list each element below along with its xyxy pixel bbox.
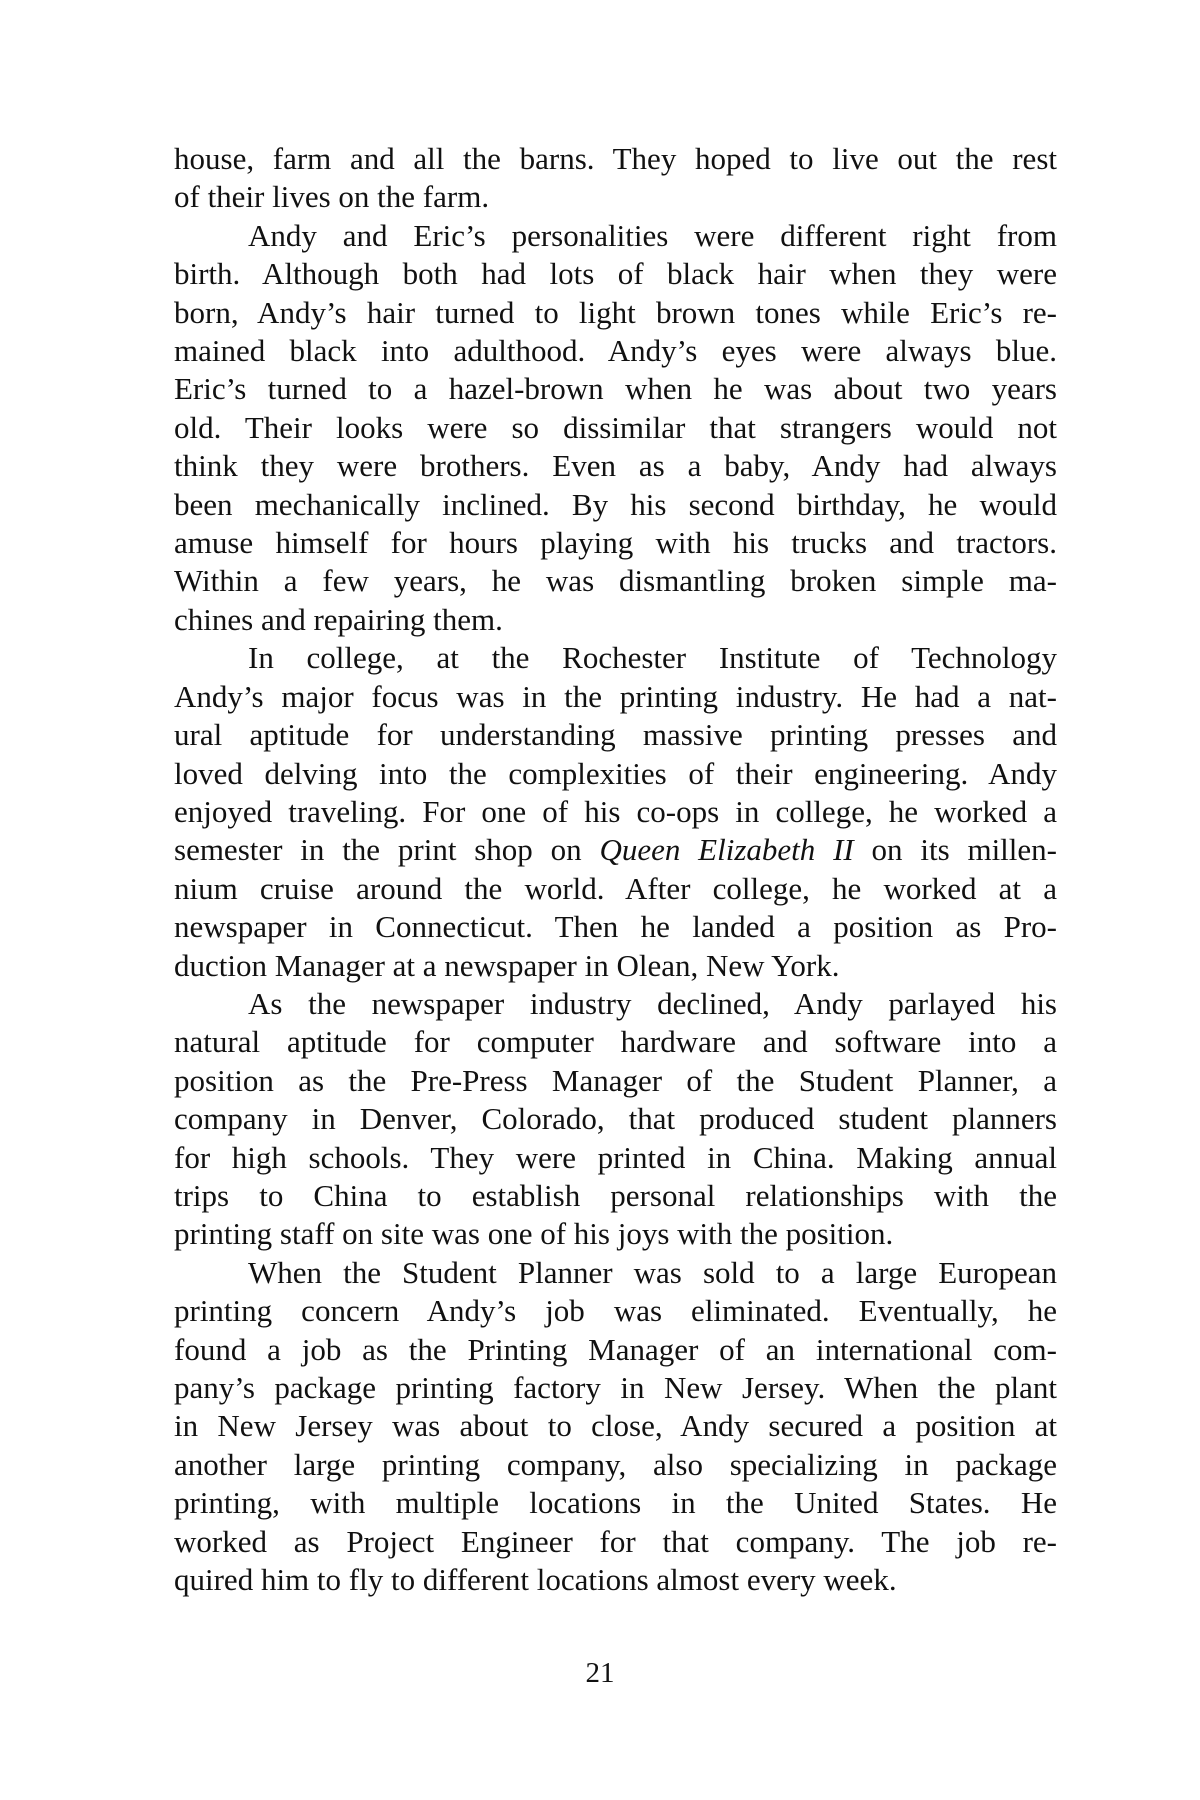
paragraph: [174, 1254, 1057, 1600]
text-line: found a job as the Printing Manager of an international com-: [174, 1331, 1057, 1367]
text-line: trips to China to establish personal relationships with the: [174, 1177, 1057, 1213]
text-line: printing staff on site was one of his joys with the position.: [174, 1216, 894, 1252]
text-line: old. Their looks were so dissimilar that strangers would not: [174, 409, 1057, 445]
text-line: born, Andy’s hair turned to light brown tones while Eric’s re-: [174, 294, 1057, 330]
text-line: position as the Pre-Press Manager of the Student Planner, a: [174, 1062, 1057, 1098]
text-line: ural aptitude for understanding massive printing presses and: [174, 717, 1057, 753]
text-line: As the newspaper industry declined, Andy parlayed his: [248, 985, 1057, 1021]
text-line: worked as Project Engineer for that company. The job re-: [174, 1523, 1057, 1559]
text-line: In college, at the Rochester Institute of Technology: [248, 640, 1057, 676]
text-line: nium cruise around the world. After college, he worked at a: [174, 870, 1057, 906]
text-line: of their lives on the farm.: [174, 179, 490, 215]
text-line: in New Jersey was about to close, Andy secured a position at: [174, 1408, 1057, 1444]
text-line: quired him to fly to different locations almost every week.: [174, 1562, 897, 1598]
text-line: duction Manager at a newspaper in Olean, New York.: [174, 947, 840, 983]
page-number: 21: [585, 1657, 615, 1689]
text-line: pany’s package printing factory in New Jersey. When the plant: [174, 1370, 1057, 1405]
text-line: another large printing company, also specializing in package: [174, 1446, 1057, 1482]
text-line: Eric’s turned to a hazel-brown when he was about two years: [174, 371, 1057, 407]
text-line: house, farm and all the barns. They hoped to live out the rest: [174, 141, 1057, 176]
text-line: been mechanically inclined. By his second birthday, he would: [174, 486, 1057, 522]
text-line: Within a few years, he was dismantling broken simple ma-: [174, 563, 1057, 599]
paragraph: [174, 140, 1057, 217]
text-line: birth. Although both had lots of black hair when they were: [174, 256, 1057, 292]
paragraph: [174, 985, 1057, 1254]
text-line: When the Student Planner was sold to a large European: [248, 1254, 1057, 1290]
paragraph: [174, 217, 1057, 639]
text-line: newspaper in Connecticut. Then he landed a position as Pro-: [174, 909, 1057, 945]
text-line: amuse himself for hours playing with his trucks and tractors.: [174, 525, 1057, 561]
text-line: natural aptitude for computer hardware and software into a: [174, 1024, 1057, 1060]
book-page-body: [174, 140, 1057, 1599]
text-line: printing, with multiple locations in the United States. He: [174, 1485, 1057, 1521]
text-line: mained black into adulthood. Andy’s eyes were always blue.: [174, 333, 1057, 369]
text-line: think they were brothers. Even as a baby, Andy had always: [174, 448, 1057, 484]
text-line: printing concern Andy’s job was eliminated. Eventually, he: [174, 1293, 1057, 1329]
text-line: company in Denver, Colorado, that produced student planners: [174, 1101, 1057, 1137]
text-line: chines and repairing them.: [174, 601, 503, 637]
text-line: enjoyed traveling. For one of his co-ops in college, he worked a: [174, 793, 1057, 829]
paragraph: [174, 639, 1057, 985]
text-line: Andy’s major focus was in the printing industry. He had a nat-: [174, 678, 1057, 714]
italic-title: Queen Elizabeth II: [599, 832, 854, 868]
text-line: loved delving into the complexities of their engineering. Andy: [174, 755, 1057, 791]
text-line: Andy and Eric’s personalities were different right from: [248, 217, 1057, 253]
text-line: for high schools. They were printed in China. Making annual: [174, 1139, 1057, 1175]
text-line: semester in the print shop on Queen Elizabeth II on its millen-: [174, 832, 1057, 868]
